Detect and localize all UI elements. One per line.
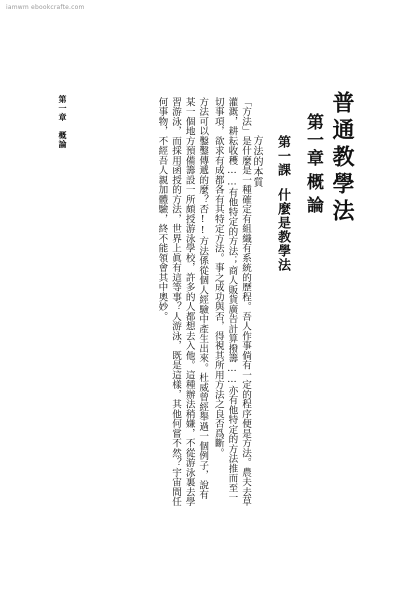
- chapter-subject: 概論: [303, 173, 323, 219]
- watermark: iamwm ebookcrafte.com: [6, 4, 85, 11]
- paragraph: 方法可以鑿鑿傳遞的麼？否!!方法係從個人經驗中產生出來。杜威曾經舉過一個例子，說有某一個地方預備籌設一所頗授游泳學校，許多的人都想去入他。這種辦法稍嫌，不從游泳裏去學習游泳，而採用函授的方法，世界上眞有這等事？人游泳，既是這樣，其他何嘗不然？宇宙間任何事物，不經吾人親加體驗，終不能領會其中奧妙。: [156, 97, 209, 507]
- book-title: 普通教學法: [329, 91, 355, 226]
- section-heading: 方法的本質: [251, 135, 262, 188]
- running-head: 第一章 概論: [58, 95, 67, 149]
- body-text: [155, 97, 252, 507]
- book-page: [58, 91, 360, 515]
- lesson-subject: 什麼是教學法: [275, 188, 290, 272]
- chapter-title: 第一章: [303, 113, 323, 167]
- paragraph: 「方法」是什麼是一種確定有組織有系統的歷程。吾人作事倘有一定的程序便是方法。農夫去草灌溉，耕耘收穫……有他特定的方法；商人販貨廣告計算撥籌……亦有他特定的方法推而至一切事項，欲求有成都各有其特定方法。事之成功與否，得視其所用方法之良否爲斷。: [212, 97, 251, 507]
- lesson-title: 第一課: [275, 135, 290, 177]
